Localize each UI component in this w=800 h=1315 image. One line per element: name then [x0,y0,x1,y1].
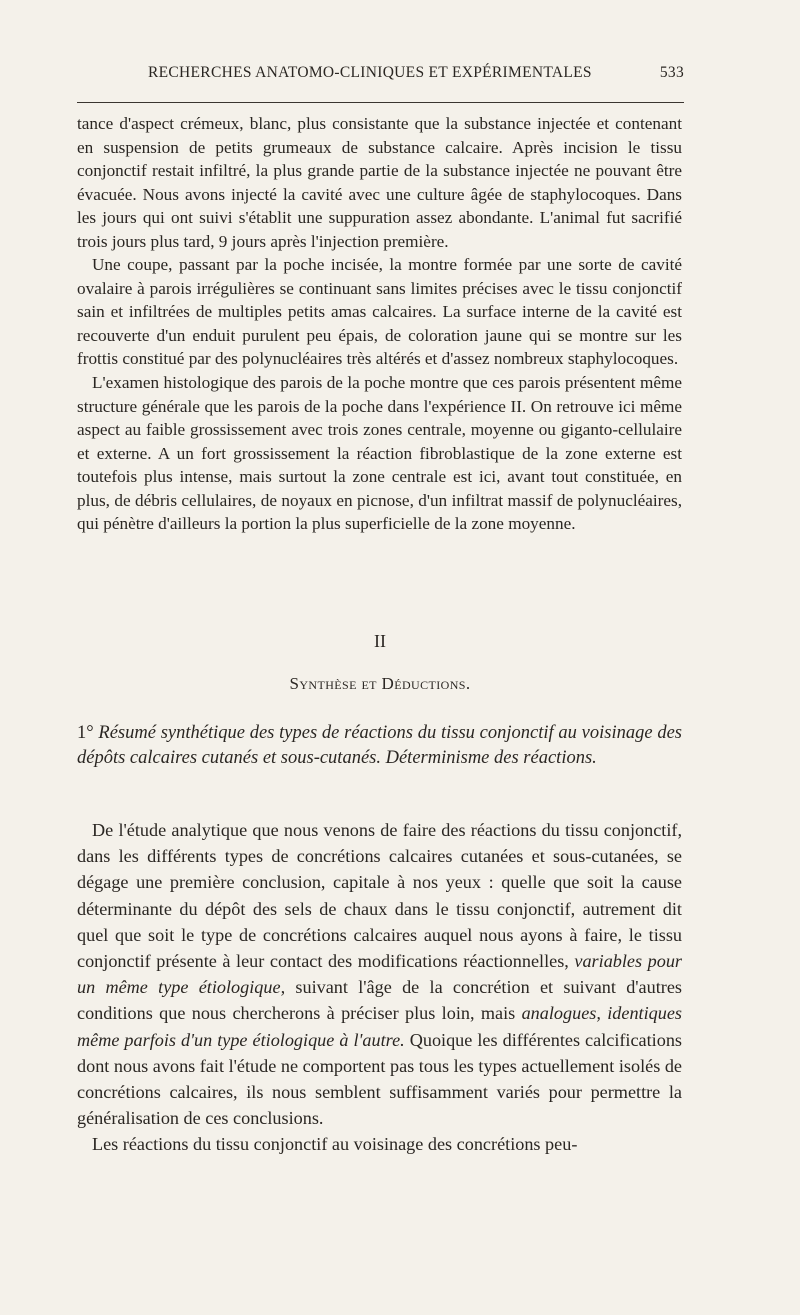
synthesis-text [77,817,682,1158]
text-run: De l'étude analytique que nous venons de faire des réactions du tissu conjonctif, dans les différents types de concrétions calcaires cutanées et sous-cutanées, se dégage une première conclusion, capitale à nos yeux : quelle que soit la cause déterminante du dépôt des sels de chaux dans le tissu conjonctif, autrement dit quel que soit le type de concrétions calcaires auquel nous ayons à faire, le tissu conjonctif présente à leur contact des modifications réactionnelles, [77,820,682,972]
text-run: Quoique les différentes calcifications dont nous avons fait l'étude ne comportent pas tous les types actuellement isolés de concrétions calcaires, ils nous semblent suffisamment variés pour permettre la généralisation de ces conclusions. [77,1029,682,1129]
paragraph: Une coupe, passant par la poche incisée, la montre formée par une sorte de cavité ovalaire à parois irrégulières se continuant sans limites précises avec le tissu conjonctif sain et infiltrées de multiples petits amas calcaires. La surface interne de la cavité est recouverte d'un enduit purulent peu épais, de coloration jaune qui se montre sur les frottis constitué par des polynucléaires très altérés et d'assez nombreux staphylocoques. [77,255,682,369]
text-run: suivant l'âge de la concrétion et suivant d'autres conditions que nous chercherons à préciser plus loin, mais [77,977,682,1024]
subsection-title: Résumé synthétique des types de réactions du tissu conjonctif au voisinage des dépôts calcaires cutanés et sous-cutanés. Déterminisme des réactions. [77,723,683,768]
subsection-heading [77,721,682,771]
section-number: II [374,631,386,651]
section-title: Synthèse et Déductions. [289,674,471,693]
emphasis: variables pour un même type étiologique, [77,951,682,998]
paragraph: L'examen histologique des parois de la poche montre que ces parois présentent même structure générale que les parois de la poche dans l'expérience II. On retrouve ici même aspect au faible grossissement avec trois zones centrale, moyenne ou giganto-cellulaire et externe. A un fort grossissement la réaction fibroblastique de la zone externe est toutefois plus intense, mais surtout la zone centrale est ici, avant tout constituée, en plus, de débris cellulaires, de noyaux en picnose, d'un infiltrat massif de polynucléaires, qui pénètre d'ailleurs la portion la plus superficielle de la zone moyenne. [77,373,682,534]
emphasis: analogues, identiques même parfois d'un type étiologique à l'autre. [77,1003,683,1050]
header-rule [77,102,684,103]
page-number: 533 [659,64,684,81]
experiment-text [77,112,682,536]
running-title: RECHERCHES ANATOMO-CLINIQUES ET EXPÉRIMENTALES [148,64,592,81]
paragraph [77,817,682,1131]
paragraph: Les réactions du tissu conjonctif au voisinage des concrétions peu- [92,1134,578,1155]
paragraph: tance d'aspect crémeux, blanc, plus consistante que la substance injectée et contenant en suspension de petits grumeaux de substance calcaire. Après incision le tissu conjonctif restait infiltré, la plus grande partie de la substance injectée ne pouvant être évacuée. Nous avons injecté la cavité avec une culture âgée de staphylocoques. Dans les jours qui ont suivi s'établit une suppuration assez abondante. L'animal fut sacrifié trois jours plus tard, 9 jours après l'injection première. [77,114,682,251]
subsection-number: 1° [77,723,94,743]
